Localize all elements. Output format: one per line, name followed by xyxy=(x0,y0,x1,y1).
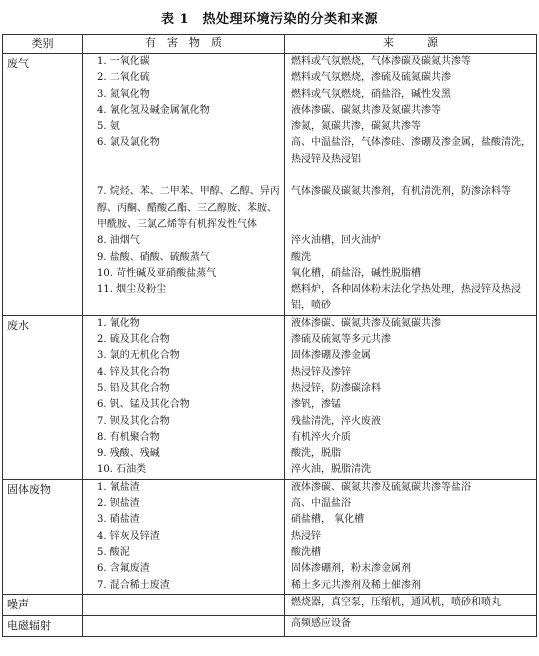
substance-item: 3. 氮氧化物 xyxy=(97,88,150,100)
substance-item: 8. 有机聚合物 xyxy=(97,431,160,443)
source-item: 燃料炉，各种固体粉末法化学热处理，热浸锌及热浸铝，喷砂 xyxy=(291,284,521,312)
source-item: 高频感应设备 xyxy=(291,617,351,629)
substance-cell xyxy=(83,316,285,479)
header-category: 类别 xyxy=(3,35,83,53)
substance-item: 10. 苛性碱及亚硝酸盐蒸气 xyxy=(97,267,217,279)
group-noise xyxy=(3,594,536,615)
source-item: 渗钒，渗锰 xyxy=(291,399,341,411)
table-title: 表 1 热处理环境污染的分类和来源 xyxy=(160,12,379,27)
source-item: 残盐清洗，淬火废液 xyxy=(291,415,381,427)
substance-item: 2. 钡盐渣 xyxy=(97,498,140,510)
substance-item: 7. 烷烃、苯、二甲苯、甲醇、乙醇、异丙醇、丙酮、醋酸乙酯、三乙醇胺、苯胺、甲酰胺、三氯乙烯等有机挥发性气体 xyxy=(97,186,280,230)
substance-item: 1. 氰盐渣 xyxy=(97,481,140,493)
substance-item: 2. 硫及其化合物 xyxy=(97,334,170,346)
source-item: 淬火油槽，回火油炉 xyxy=(291,235,381,247)
substance-item: 3. 硝盐渣 xyxy=(97,514,140,526)
source-item: 燃料或气氛燃烧，渗硫及硫氮碳共渗 xyxy=(291,72,451,84)
source-cell xyxy=(285,595,536,615)
source-item: 燃料或气氛燃烧，硝盐浴，碱性发黑 xyxy=(291,88,451,100)
source-item: 淬火油，脱脂清洗 xyxy=(291,464,371,476)
substance-item: 7. 混合稀土废渣 xyxy=(97,579,170,591)
substance-cell xyxy=(83,616,285,636)
group-solid-waste xyxy=(3,479,536,594)
substance-item: 5. 氨 xyxy=(97,121,120,133)
source-item: 热浸锌 xyxy=(291,530,321,542)
source-item: 有机淬火介质 xyxy=(291,431,351,443)
substance-item: 5. 酸泥 xyxy=(97,546,130,558)
substance-item: 2. 二氧化硫 xyxy=(97,72,150,84)
substance-item: 6. 氯及氯化物 xyxy=(97,137,160,149)
source-item: 液体渗碳、碳氮共渗及硫氮碳共渗等盐浴 xyxy=(291,481,471,493)
source-item: 高、中温盐浴 xyxy=(291,498,351,510)
substance-item: 1. 氰化物 xyxy=(97,317,140,329)
header-source: 来 源 xyxy=(383,36,438,49)
substance-item: 9. 残酸、残碱 xyxy=(97,448,160,460)
category-cell: 废水 xyxy=(3,316,83,479)
source-cell xyxy=(285,54,536,315)
substance-item: 11. 烟尘及粉尘 xyxy=(97,284,167,296)
source-item: 液体渗碳、碳氮共渗及硫氮碳共渗 xyxy=(291,317,441,329)
pollution-table xyxy=(2,34,537,637)
source-item: 热浸锌及渗锌 xyxy=(291,366,351,378)
category-cell: 废气 xyxy=(3,54,83,315)
category-cell: 噪声 xyxy=(3,595,83,615)
source-item: 固体渗硼及渗金属 xyxy=(291,350,371,362)
source-item: 液体渗碳、碳氮共渗及氮碳共渗等 xyxy=(291,104,441,116)
substance-item: 4. 锌及其化合物 xyxy=(97,366,170,378)
substance-cell xyxy=(83,54,285,315)
source-item: 酸洗，脱脂 xyxy=(291,448,341,460)
substance-item: 5. 铅及其化合物 xyxy=(97,382,170,394)
source-item: 热浸锌，防渗碳涂料 xyxy=(291,382,381,394)
source-item: 高、中温盐浴，气体渗硅、渗硼及渗金属，盐酸清洗，热浸锌及热浸铝 xyxy=(291,137,531,165)
category-cell: 固体废物 xyxy=(3,480,83,594)
group-waste-water xyxy=(3,315,536,479)
source-item: 渗硫及硫氮等多元共渗 xyxy=(291,334,391,346)
source-item: 气体渗碳及碳氮共渗剂，有机清洗剂，防渗涂料等 xyxy=(291,186,511,198)
source-item: 硝盐槽， 氧化槽 xyxy=(291,514,365,526)
table-header-row xyxy=(3,35,536,53)
source-cell xyxy=(285,480,536,594)
source-item: 酸洗槽 xyxy=(291,546,321,558)
source-item: 燃料或气氛燃烧，气体渗碳及碳氮共渗等 xyxy=(291,56,471,67)
substance-item: 6. 钒、锰及其化合物 xyxy=(97,399,190,411)
source-item: 燃烧器，真空泵，压缩机，通风机，喷砂和喷丸 xyxy=(291,596,501,608)
category-cell: 电磁辐射 xyxy=(3,616,83,636)
substance-item: 3. 氯的无机化合物 xyxy=(97,350,180,362)
source-item: 固体渗硼剂，粉末渗金属剂 xyxy=(291,563,411,575)
header-substance: 有 害 物 质 xyxy=(83,35,285,53)
source-item: 稀土多元共渗剂及稀土催渗剂 xyxy=(291,579,421,591)
group-em-radiation xyxy=(3,615,536,636)
source-cell xyxy=(285,316,536,479)
source-item: 渗氮，氮碳共渗，碳氮共渗等 xyxy=(291,121,421,133)
substance-item: 7. 钡及其化合物 xyxy=(97,415,170,427)
substance-cell xyxy=(83,480,285,594)
substance-item: 9. 盐酸、硝酸、硫酸蒸气 xyxy=(97,251,210,263)
source-item: 酸洗 xyxy=(291,251,311,263)
substance-cell xyxy=(83,595,285,615)
group-waste-gas xyxy=(3,53,536,315)
substance-item: 8. 油烟气 xyxy=(97,235,140,247)
substance-item: 6. 含氟废渣 xyxy=(97,563,150,575)
substance-item: 4. 锌灰及锌渣 xyxy=(97,530,160,542)
source-cell xyxy=(285,616,536,636)
source-item: 氧化槽，硝盐浴，碱性脱脂槽 xyxy=(291,267,421,279)
substance-item: 1. 一氧化碳 xyxy=(97,56,150,67)
substance-item: 10. 石油类 xyxy=(97,464,147,476)
substance-item: 4. 氰化氢及碱金属氰化物 xyxy=(97,104,210,116)
